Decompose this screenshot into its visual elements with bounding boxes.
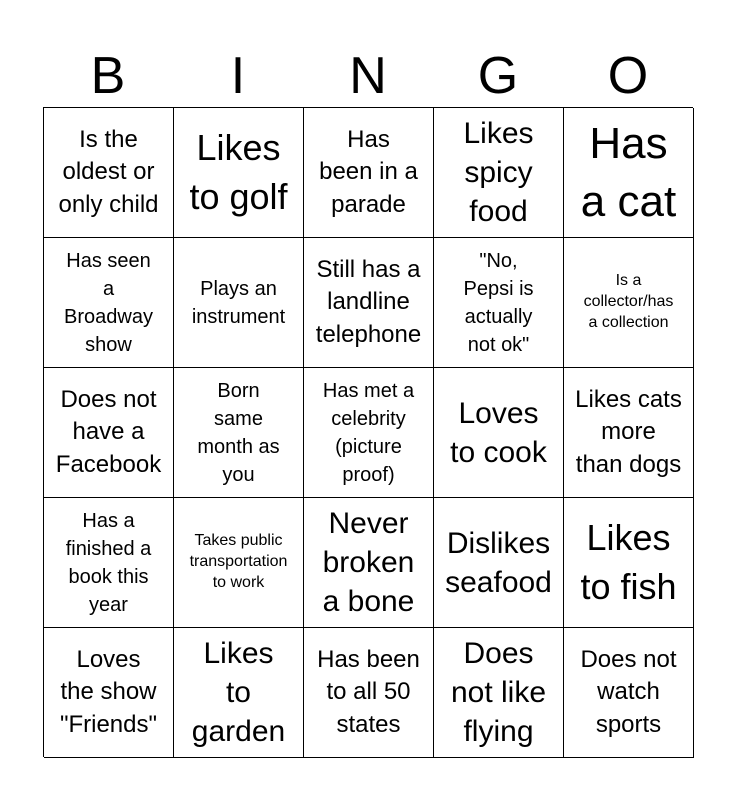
bingo-cell-text: Has met a celebrity (picture proof) (322, 379, 415, 486)
bingo-cell-text: Loves the show "Friends" (59, 645, 158, 738)
bingo-cell-text: Likes spicy food (463, 117, 534, 228)
bingo-cell[interactable] (564, 368, 694, 498)
bingo-cell[interactable] (44, 628, 174, 758)
bingo-cell-text: Loves to cook (450, 396, 547, 469)
bingo-cell[interactable] (564, 628, 694, 758)
bingo-cell-text: Has a finished a book this year (65, 509, 152, 616)
bingo-cell-text: Is the oldest or only child (58, 125, 159, 218)
bingo-cell[interactable] (174, 498, 304, 628)
bingo-cell-text: Takes public transportation to work (189, 532, 288, 591)
bingo-header (43, 46, 693, 106)
bingo-cell-text: Still has a landline telephone (315, 255, 422, 348)
bingo-cell[interactable] (304, 498, 434, 628)
bingo-cell-text: Does not watch sports (580, 645, 677, 738)
bingo-cell-text: Likes to fish (580, 516, 677, 607)
bingo-grid (43, 107, 693, 757)
bingo-cell[interactable] (564, 108, 694, 238)
bingo-cell[interactable] (434, 498, 564, 628)
bingo-cell[interactable] (434, 238, 564, 368)
bingo-cell[interactable] (304, 628, 434, 758)
header-letter-g: G (477, 47, 519, 105)
bingo-cell-text: Dislikes seafood (445, 526, 552, 599)
bingo-cell[interactable] (174, 628, 304, 758)
bingo-cell-text: Has been to all 50 states (317, 645, 420, 738)
bingo-cell-text: Has been in a parade (319, 125, 418, 218)
bingo-cell-text: Never broken a bone (322, 507, 415, 618)
header-letter-i: I (230, 47, 246, 105)
bingo-cell[interactable] (564, 238, 694, 368)
bingo-cell[interactable] (44, 498, 174, 628)
bingo-cell-text: "No, Pepsi is actually not ok" (463, 249, 534, 356)
bingo-cell[interactable] (174, 108, 304, 238)
bingo-cell-text: Is a collector/has a collection (583, 272, 674, 331)
bingo-cell-text: Likes to golf (189, 126, 288, 217)
bingo-cell-text: Likes cats more than dogs (575, 385, 682, 478)
bingo-cell[interactable] (434, 628, 564, 758)
bingo-cell[interactable] (174, 238, 304, 368)
bingo-cell-text: Plays an instrument (191, 277, 286, 328)
bingo-cell[interactable] (174, 368, 304, 498)
header-letter-b: B (90, 47, 126, 105)
bingo-cell[interactable] (44, 238, 174, 368)
bingo-cell[interactable] (434, 368, 564, 498)
bingo-cell-text: Likes to garden (191, 637, 286, 748)
bingo-cell[interactable] (434, 108, 564, 238)
header-letter-o: O (607, 47, 649, 105)
bingo-cell-text: Does not like flying (450, 637, 547, 748)
bingo-cell[interactable] (44, 108, 174, 238)
bingo-cell[interactable] (304, 368, 434, 498)
bingo-cell[interactable] (44, 368, 174, 498)
bingo-cell-text: Has a cat (580, 119, 677, 226)
bingo-cell-text: Has seen a Broadway show (64, 249, 153, 356)
bingo-cell-text: Does not have a Facebook (55, 385, 162, 478)
bingo-cell-text: Born same month as you (197, 379, 280, 486)
header-letter-n: N (349, 47, 387, 105)
bingo-cell[interactable] (564, 498, 694, 628)
bingo-cell[interactable] (304, 108, 434, 238)
bingo-cell[interactable] (304, 238, 434, 368)
